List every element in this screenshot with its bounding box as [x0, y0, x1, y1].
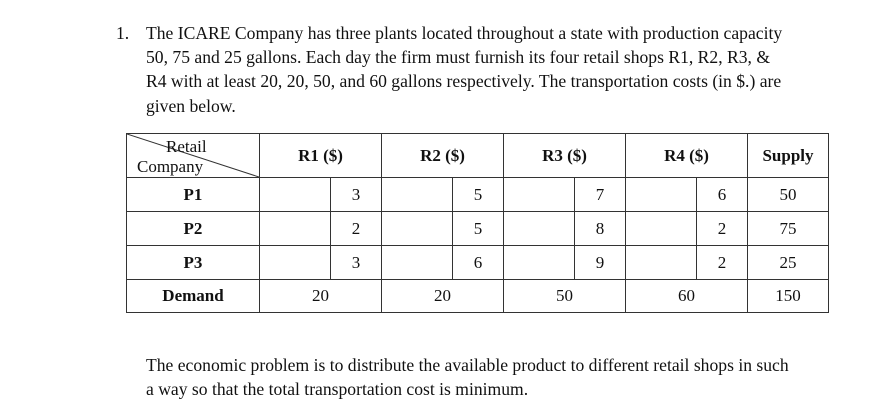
problem-line: 50, 75 and 25 gallons. Each day the firm must furnish its four retail shops R1, R2, R3, &	[146, 47, 771, 68]
table-header-row	[127, 134, 829, 178]
demand-cell: 60	[626, 280, 748, 313]
demand-cell: 20	[382, 280, 504, 313]
supply-cell: 75	[748, 212, 829, 246]
allocation-cell	[626, 246, 697, 280]
cost-cell: 5	[453, 212, 504, 246]
allocation-cell	[504, 212, 575, 246]
cost-cell: 6	[453, 246, 504, 280]
row-label: P3	[127, 246, 260, 280]
allocation-cell	[260, 212, 331, 246]
row-label: P2	[127, 212, 260, 246]
problem-line: R4 with at least 20, 20, 50, and 60 gallons respectively. The transportation costs (in $.) are	[146, 71, 782, 92]
cost-cell: 8	[575, 212, 626, 246]
problem-text	[146, 21, 842, 118]
table-corner-cell	[127, 134, 260, 178]
row-label: P1	[127, 178, 260, 212]
demand-cell: 20	[260, 280, 382, 313]
cost-cell: 3	[331, 246, 382, 280]
demand-cell: 50	[504, 280, 626, 313]
cost-cell: 9	[575, 246, 626, 280]
transportation-cost-table	[126, 133, 829, 313]
conclusion-line: The economic problem is to distribute the available product to different retail shops in such	[146, 355, 789, 375]
cost-cell: 7	[575, 178, 626, 212]
cost-cell: 2	[331, 212, 382, 246]
supply-cell: 25	[748, 246, 829, 280]
table-row	[127, 246, 829, 280]
problem-line: The ICARE Company has three plants located throughout a state with production capacity	[146, 23, 783, 43]
allocation-cell	[382, 178, 453, 212]
header-r1: R1 ($)	[260, 134, 382, 178]
allocation-cell	[382, 212, 453, 246]
problem-line: given below.	[146, 95, 236, 116]
allocation-cell	[260, 178, 331, 212]
table-row	[127, 212, 829, 246]
demand-label: Demand	[127, 280, 260, 313]
demand-total-cell: 150	[748, 280, 829, 313]
conclusion-text	[146, 353, 846, 401]
cost-cell: 2	[697, 212, 748, 246]
conclusion-line: a way so that the total transportation cost is minimum.	[146, 379, 529, 400]
problem-number: 1.	[116, 23, 130, 43]
corner-company-label: Company	[137, 157, 204, 176]
cost-cell: 3	[331, 178, 382, 212]
header-supply: Supply	[748, 134, 829, 178]
header-r2: R2 ($)	[382, 134, 504, 178]
demand-row	[127, 280, 829, 313]
cost-cell: 5	[453, 178, 504, 212]
cost-cell: 2	[697, 246, 748, 280]
table-row	[127, 178, 829, 212]
allocation-cell	[626, 178, 697, 212]
allocation-cell	[504, 246, 575, 280]
allocation-cell	[504, 178, 575, 212]
header-r3: R3 ($)	[504, 134, 626, 178]
allocation-cell	[626, 212, 697, 246]
supply-cell: 50	[748, 178, 829, 212]
allocation-cell	[382, 246, 453, 280]
cost-cell: 6	[697, 178, 748, 212]
corner-retail-label: Retail	[166, 137, 207, 156]
header-r4: R4 ($)	[626, 134, 748, 178]
allocation-cell	[260, 246, 331, 280]
